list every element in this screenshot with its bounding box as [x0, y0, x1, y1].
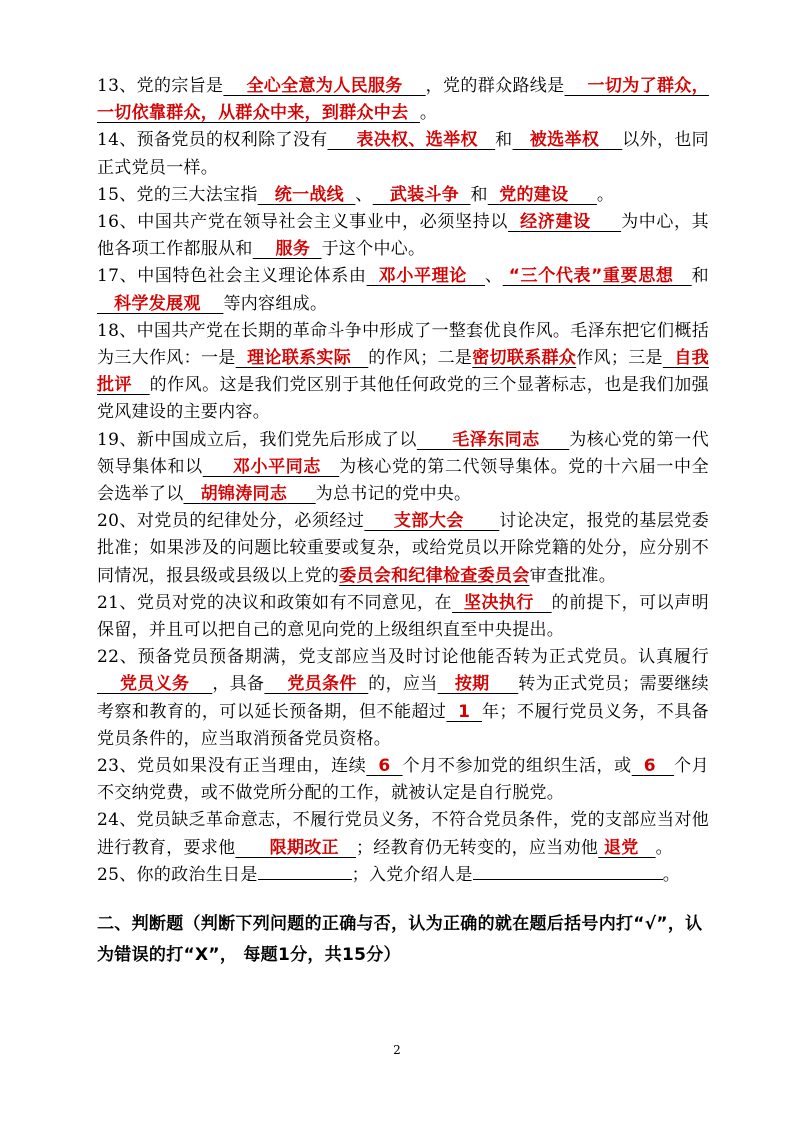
answer-blank: 全心全意为人民服务 — [246, 76, 403, 96]
answer-blank: 邓小平同志 — [232, 456, 322, 477]
question-19: 19、新中国成立后，我们党先后形成了以 毛泽东同志 为核心党的第一代领导集体和以 邓小平同志 为核心党的第二代领导集体。党的十六届一中全会选举了以 胡锦涛同志 为总书记的党中央。 — [97, 429, 709, 505]
answer-blank: 党的建设 — [499, 184, 569, 205]
answer-blank: 统一战线 — [274, 184, 344, 205]
answer-blank: 党员义务 — [119, 674, 190, 695]
question-24: 24、党员缺乏革命意志，不履行党员义务，不符合党员条件，党的支部应当对他进行教育，要求他 限期改正 ；经教育仍无转变的，应当劝他 退党 。 — [97, 810, 709, 858]
section-heading: 二、判断题（判断下列问题的正确与否，认为正确的就在题后括号内打“√”，认为错误的打“X”， 每题1分，共15分） — [97, 914, 703, 966]
answer-blank: 党员条件 — [287, 674, 357, 695]
question-17: 17、中国特色社会主义理论体系由 邓小平理论 、 “三个代表”重要思想 和 科学发展观 等内容组成。 — [97, 266, 709, 314]
question-18: 18、中国共产党在长期的革命斗争中形成了一整套优良作风。毛泽东把它们概括为三大作风：一是 理论联系实际 的作风；二是密切联系群众作风；三是 自我批评 的作风。这是我们党区别于其他任何政党的三个显著标志，也是我们加强党风建设的主要内容。 — [97, 320, 709, 423]
question-21: 21、党员对党的决议和政策如有不同意见，在 坚决执行 的前提下，可以声明保留，并且可以把自己的意见向党的上级组织直至中央提出。 — [97, 592, 709, 641]
question-20: 20、对党员的纪律处分，必须经过 支部大会 讨论决定，报党的基层党委批准；如果涉及的问题比较重要或复杂，或给党员以开除党籍的处分，应分别不同情况，报县级或县级以上党的委员会和纪律检查委员会审查批准。 — [97, 511, 709, 586]
question-15: 15、党的三大法宝指 统一战线 、 武装斗争 和 党的建设 。 — [97, 184, 615, 205]
answer-blank: 毛泽东同志 — [452, 429, 540, 450]
question-22: 22、预备党员预备期满，党支部应当及时讨论他能否转为正式党员。认真履行 党员义务 ，具备 党员条件 的，应当 按期 转为正式党员；需要继续考察和教育的，可以延长预备期，但不能超过 1 年；不履行党员义务，不具备党员条件的，应当取消预备党员资格。 — [97, 647, 709, 749]
fill-in-blank[interactable] — [258, 862, 352, 880]
question-23: 23、党员如果没有正当理由，连续 6 个月不参加党的组织生活，或 6 个月不交纳党费，或不做党所分配的工作，就被认定是自行脱党。 — [97, 756, 709, 804]
question-13: 13、党的宗旨是 全心全意为人民服务 ，党的群众路线是 一切为了群众，一切依靠群众，从群众中来，到群众中去 。 — [97, 76, 709, 124]
answer-blank: 被选举权 — [529, 130, 600, 151]
answer-blank: 按期 — [454, 674, 490, 695]
answer-blank: 退党 — [603, 837, 639, 858]
answer-blank: 支部大会 — [393, 511, 464, 532]
question-25: 25、你的政治生日是 ；入党介绍人是 。 — [97, 862, 709, 889]
answer-blank: 委员会和纪律检查委员会 — [339, 565, 530, 586]
answer-blank: 武装斗争 — [389, 184, 460, 205]
document-page — [97, 73, 709, 988]
answer-blank: 胡锦涛同志 — [200, 484, 288, 505]
answer-blank: 6 — [378, 756, 391, 777]
question-16: 16、中国共产党在领导社会主义事业中，必须坚持以 经济建设 为中心，其他各项工作都服从和 服务 于这个中心。 — [97, 212, 709, 260]
answer-blank: 坚决执行 — [463, 592, 534, 613]
answer-blank: 经济建设 — [520, 212, 591, 233]
answer-blank: 表决权、选举权 — [356, 130, 478, 151]
answer-blank: 服务 — [275, 239, 311, 260]
answer-blank: 1 — [458, 701, 471, 722]
answer-blank: 密切联系群众 — [472, 348, 577, 369]
answer-blank: 一切为了群众，一切依靠群众，从群众中来，到群众中去 — [97, 76, 709, 124]
answer-blank: 自我批评 — [97, 348, 709, 396]
answer-blank: 6 — [643, 756, 656, 777]
page-number: 2 — [393, 1043, 401, 1057]
fill-in-blank[interactable] — [473, 862, 663, 880]
answer-blank: 科学发展观 — [114, 293, 201, 314]
answer-blank: 邓小平理论 — [378, 266, 467, 287]
question-14: 14、预备党员的权利除了没有 表决权、选举权 和 被选举权 以外，也同正式党员一样。 — [97, 130, 709, 178]
answer-blank: 限期改正 — [269, 837, 339, 858]
answer-blank: “三个代表”重要思想 — [508, 266, 674, 287]
answer-blank: 理论联系实际 — [247, 348, 352, 369]
